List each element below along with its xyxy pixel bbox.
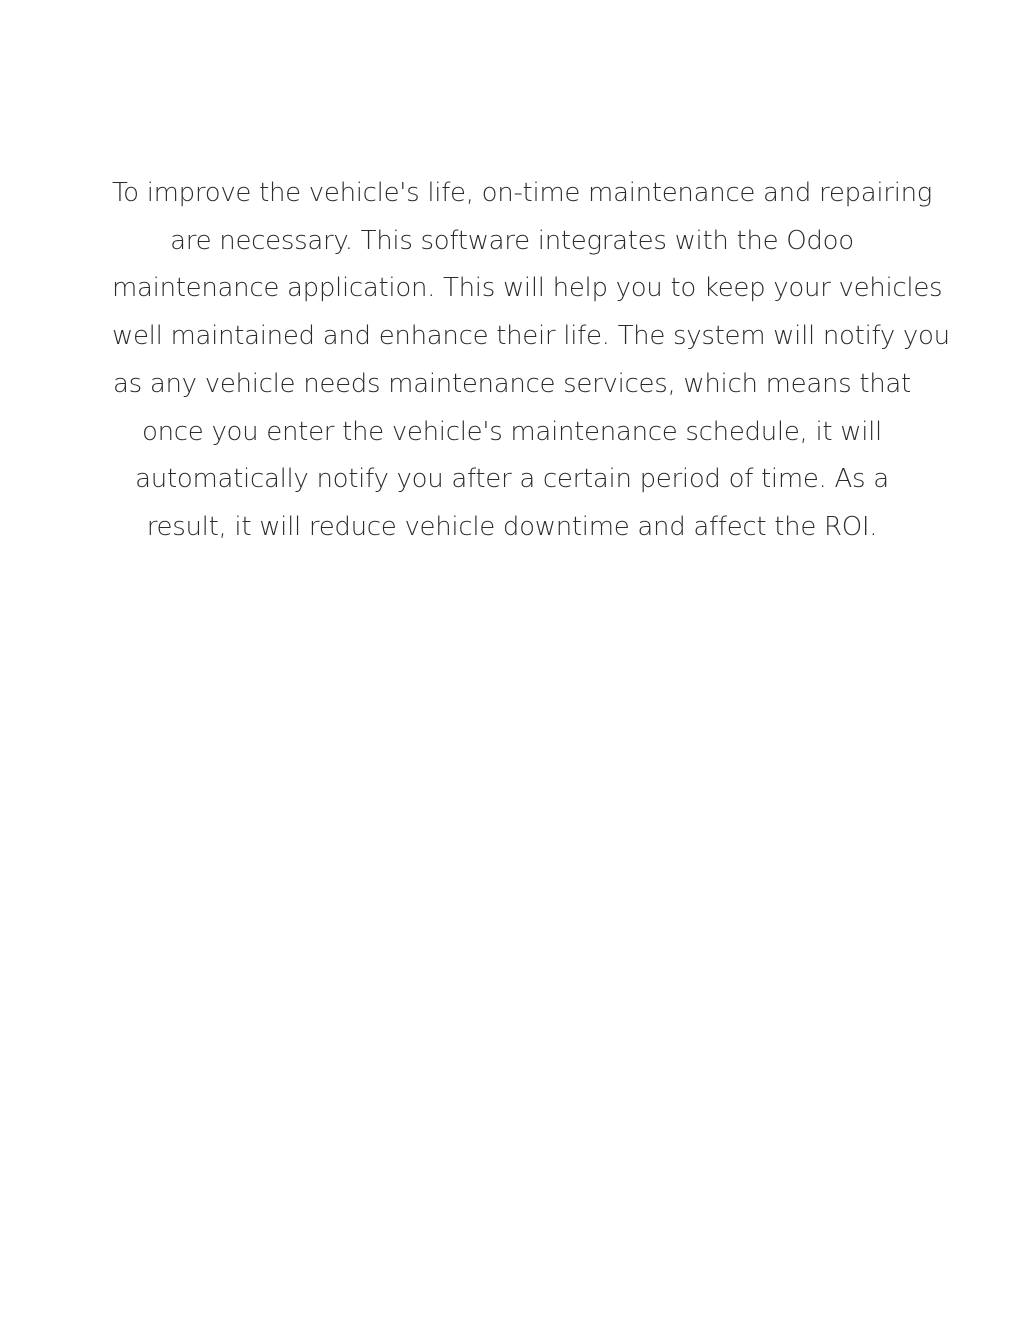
body-paragraph [112, 170, 950, 552]
paragraph-line-3: maintenance application. This will help you to keep your vehicles [112, 273, 943, 304]
paragraph-line-8: result, it will reduce vehicle downtime and affect the ROI. [146, 511, 878, 542]
paragraph-line-4: well maintained and enhance their life. The system will notify you [112, 321, 950, 352]
paragraph-line-6: once you enter the vehicle's maintenance schedule, it will [142, 416, 882, 447]
paragraph-line-7: automatically notify you after a certain period of time. As a [135, 464, 889, 495]
paragraph-line-1: To improve the vehicle's life, on-time maintenance and repairing [112, 178, 933, 208]
paragraph-line-5: as any vehicle needs maintenance services, which means that [113, 368, 911, 399]
paragraph-line-2: are necessary. This software integrates with the Odoo [170, 225, 854, 256]
